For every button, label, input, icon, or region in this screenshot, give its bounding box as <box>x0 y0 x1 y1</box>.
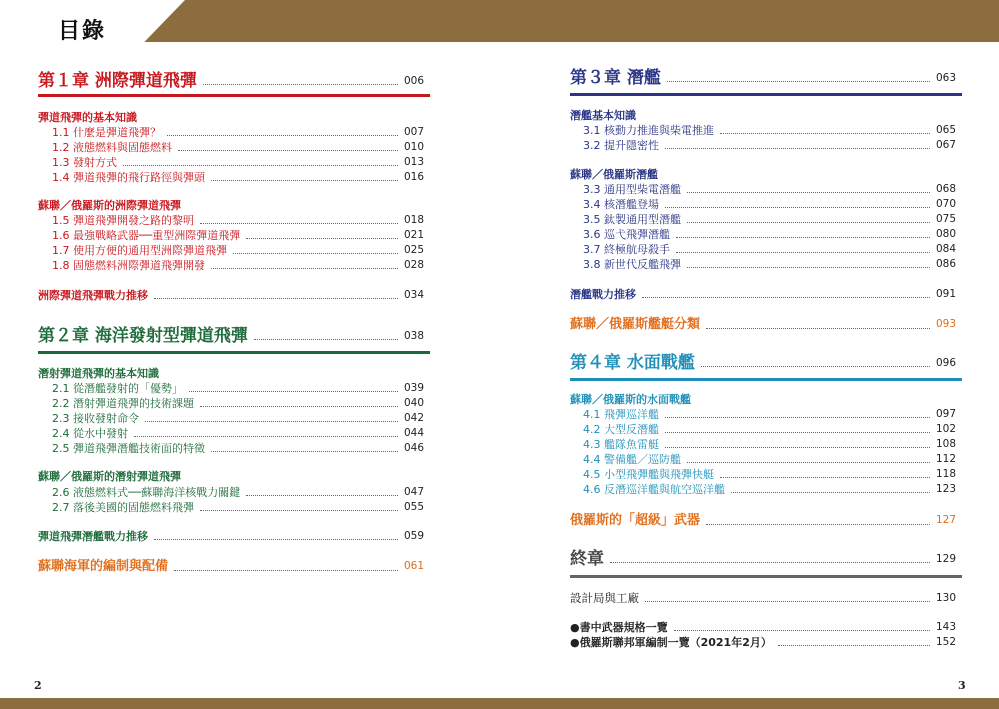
toc-entry-page: 075 <box>935 213 956 225</box>
toc-entry[interactable] <box>583 482 956 496</box>
toc-entry[interactable] <box>583 212 956 226</box>
section-title: 潛艦基本知識 <box>570 109 636 122</box>
toc-entry-page: 091 <box>935 288 956 300</box>
dot-leader <box>676 237 930 238</box>
toc-entry-page: 102 <box>935 423 956 435</box>
dot-leader <box>154 539 398 540</box>
toc-entry[interactable] <box>570 620 956 634</box>
dot-leader <box>645 601 930 602</box>
chapter-3-rule <box>570 93 962 96</box>
dot-leader <box>203 84 398 85</box>
toc-entry-title: 2.1 從潛艦發射的「優勢」 <box>52 382 183 395</box>
toc-entry[interactable] <box>52 228 424 242</box>
dot-leader <box>687 222 930 223</box>
chapter-1-title: 第１章 洲際彈道飛彈 <box>38 71 197 91</box>
toc-entry-page: 025 <box>403 244 424 256</box>
toc-entry[interactable] <box>583 227 956 241</box>
dot-leader <box>665 447 930 448</box>
dot-leader <box>720 133 930 134</box>
toc-entry-page: 097 <box>935 408 956 420</box>
chapter-4-title: 第４章 水面戰艦 <box>570 353 695 373</box>
page-title: 目錄 <box>58 19 107 44</box>
toc-entry-title: 4.1 飛彈巡洋艦 <box>583 408 659 421</box>
toc-entry-title: 3.7 終極航母殺手 <box>583 243 670 256</box>
toc-entry[interactable] <box>52 485 424 499</box>
toc-entry-title: 2.2 潛射彈道飛彈的技術課題 <box>52 397 194 410</box>
toc-entry-title: 2.3 接收發射命令 <box>52 412 139 425</box>
chapter-1-entry[interactable] <box>38 70 424 92</box>
final-chapter-page: 129 <box>935 553 956 565</box>
final-chapter-title: 終章 <box>570 549 604 569</box>
toc-entry-title: 彈道飛彈潛艦戰力推移 <box>38 530 148 543</box>
dot-leader <box>676 252 930 253</box>
dot-leader <box>778 645 930 646</box>
section-title: 蘇聯／俄羅斯潛艦 <box>570 168 658 181</box>
toc-entry[interactable] <box>52 411 424 425</box>
toc-entry[interactable] <box>52 170 424 184</box>
toc-entry-page: 084 <box>935 243 956 255</box>
chapter-4-entry[interactable] <box>570 352 956 374</box>
section-title: 蘇聯／俄羅斯的水面戰艦 <box>570 393 691 406</box>
toc-entry-title: 2.6 液態燃料式──蘇聯海洋核戰力關鍵 <box>52 486 241 499</box>
toc-entry[interactable] <box>583 182 956 196</box>
toc-entry-page: 065 <box>935 124 956 136</box>
toc-entry-title: 設計局與工廠 <box>570 591 639 605</box>
toc-entry-title: 1.3 發射方式 <box>52 156 117 169</box>
page-number-left: 2 <box>34 679 42 692</box>
toc-entry[interactable] <box>583 123 956 137</box>
toc-entry-title: 3.1 核動力推進與柴電推進 <box>583 124 714 137</box>
toc-entry-page: 034 <box>403 289 424 301</box>
dot-leader <box>687 462 930 463</box>
toc-entry-title: 潛艦戰力推移 <box>570 288 636 301</box>
dot-leader <box>145 421 398 422</box>
section-title: 潛射彈道飛彈的基本知識 <box>38 367 159 380</box>
toc-entry-title: 1.2 液態燃料與固態燃料 <box>52 141 172 154</box>
chapter-2-entry[interactable] <box>38 325 424 347</box>
toc-entry-page: 118 <box>935 468 956 480</box>
toc-entry-page: 130 <box>935 592 956 604</box>
toc-entry[interactable] <box>570 591 956 605</box>
toc-entry[interactable] <box>52 213 424 227</box>
toc-entry-page: 055 <box>403 501 424 513</box>
toc-entry[interactable] <box>583 422 956 436</box>
dot-leader <box>665 417 930 418</box>
toc-entry-title: 2.5 彈道飛彈潛艦技術面的特徵 <box>52 442 205 455</box>
dot-leader <box>706 328 930 329</box>
chapter-3-page: 063 <box>935 72 956 84</box>
chapter-1-page: 006 <box>403 75 424 87</box>
dot-leader <box>674 630 930 631</box>
chapter-3-title: 第３章 潛艦 <box>570 68 661 88</box>
dot-leader <box>687 192 930 193</box>
toc-entry-page: 018 <box>403 214 424 226</box>
toc-entry-page: 059 <box>403 530 424 542</box>
toc-entry-page: 093 <box>935 318 956 330</box>
section-title: 蘇聯／俄羅斯的洲際彈道飛彈 <box>38 199 181 212</box>
chapter-4-rule <box>570 378 962 381</box>
chapter-3-entry[interactable] <box>570 67 956 89</box>
dot-leader <box>246 238 398 239</box>
section-title: 蘇聯／俄羅斯的潛射彈道飛彈 <box>38 470 181 483</box>
toc-entry-page: 047 <box>403 486 424 498</box>
toc-entry-title: 4.6 反潛巡洋艦與航空巡洋艦 <box>583 483 725 496</box>
toc-entry-page: 127 <box>935 514 956 526</box>
toc-entry[interactable] <box>52 258 424 272</box>
dot-leader <box>665 432 930 433</box>
toc-entry[interactable] <box>583 242 956 256</box>
toc-entry-title: 3.2 提升隱密性 <box>583 139 659 152</box>
toc-entry-page: 016 <box>403 171 424 183</box>
page-number-right: 3 <box>958 679 966 692</box>
toc-entry[interactable] <box>583 257 956 271</box>
toc-entry-title: 1.5 彈道飛彈開發之路的黎明 <box>52 214 194 227</box>
chapter-2-title: 第２章 海洋發射型彈道飛彈 <box>38 326 248 346</box>
footer-band <box>0 698 999 709</box>
toc-entry-title: 1.6 最強戰略武器──重型洲際彈道飛彈 <box>52 229 241 242</box>
dot-leader <box>211 451 398 452</box>
dot-leader <box>701 366 930 367</box>
toc-entry-page: 007 <box>403 126 424 138</box>
toc-entry[interactable] <box>583 437 956 451</box>
toc-entry-title: 4.5 小型飛彈艦與飛彈快艇 <box>583 468 714 481</box>
dot-leader <box>200 406 398 407</box>
toc-entry-title: 4.3 艦隊魚雷艇 <box>583 438 659 451</box>
dot-leader <box>642 297 930 298</box>
toc-entry[interactable] <box>52 381 424 395</box>
toc-entry-page: 042 <box>403 412 424 424</box>
toc-entry-page: 112 <box>935 453 956 465</box>
chapter-2-page: 038 <box>403 330 424 342</box>
toc-entry[interactable] <box>52 500 424 514</box>
toc-entry-title: 1.8 固態燃料洲際彈道飛彈開發 <box>52 259 205 272</box>
dot-leader <box>233 253 398 254</box>
toc-entry-title: 2.7 落後美國的固態燃料飛彈 <box>52 501 194 514</box>
toc-entry-title: 蘇聯／俄羅斯艦艇分類 <box>570 317 701 332</box>
toc-entry[interactable] <box>52 441 424 455</box>
toc-entry-title: 蘇聯海軍的編制與配備 <box>38 559 169 574</box>
toc-entry-title: ●書中武器規格一覽 <box>570 621 668 634</box>
toc-entry-title: 3.8 新世代反艦飛彈 <box>583 258 681 271</box>
toc-entry[interactable] <box>570 635 956 649</box>
section-title: 彈道飛彈的基本知識 <box>38 111 137 124</box>
toc-entry-title: 4.4 警備艦／巡防艦 <box>583 453 681 466</box>
toc-entry-page: 040 <box>403 397 424 409</box>
toc-entry[interactable] <box>52 396 424 410</box>
dot-leader <box>167 135 398 136</box>
toc-entry-page: 123 <box>935 483 956 495</box>
toc-entry-page: 070 <box>935 198 956 210</box>
toc-entry[interactable] <box>38 288 424 302</box>
toc-entry-page: 152 <box>935 636 956 648</box>
toc-entry-title: 4.2 大型反潛艦 <box>583 423 659 436</box>
toc-entry[interactable] <box>583 407 956 421</box>
dot-leader <box>246 495 398 496</box>
toc-entry-title: 3.4 核潛艦登場 <box>583 198 659 211</box>
toc-entry-title: 1.4 彈道飛彈的飛行路徑與彈頭 <box>52 171 205 184</box>
dot-leader <box>189 391 398 392</box>
toc-entry[interactable] <box>38 558 424 574</box>
toc-entry-title: 3.6 巡弋飛彈潛艦 <box>583 228 670 241</box>
toc-entry[interactable] <box>52 243 424 257</box>
dot-leader <box>665 207 930 208</box>
dot-leader <box>720 477 930 478</box>
toc-entry-title: 2.4 從水中發射 <box>52 427 128 440</box>
toc-entry-page: 044 <box>403 427 424 439</box>
toc-entry-title: 1.7 使用方便的通用型洲際彈道飛彈 <box>52 244 227 257</box>
toc-entry-page: 143 <box>935 621 956 633</box>
toc-entry[interactable] <box>583 138 956 152</box>
toc-entry[interactable] <box>52 155 424 169</box>
toc-entry-title: 3.5 鈦製通用型潛艦 <box>583 213 681 226</box>
toc-entry-page: 108 <box>935 438 956 450</box>
toc-entry[interactable] <box>583 452 956 466</box>
dot-leader <box>667 81 930 82</box>
dot-leader <box>731 492 930 493</box>
final-chapter-entry[interactable] <box>570 548 956 570</box>
toc-entry[interactable] <box>52 140 424 154</box>
toc-entry-title: 洲際彈道飛彈戰力推移 <box>38 289 148 302</box>
toc-entry-page: 067 <box>935 139 956 151</box>
toc-entry-page: 028 <box>403 259 424 271</box>
toc-entry-title: 1.1 什麼是彈道飛彈？ <box>52 126 161 139</box>
toc-entry-title: 俄羅斯的「超級」武器 <box>570 513 701 528</box>
dot-leader <box>123 165 398 166</box>
toc-entry-page: 086 <box>935 258 956 270</box>
dot-leader <box>610 562 930 563</box>
dot-leader <box>178 150 398 151</box>
dot-leader <box>706 524 930 525</box>
dot-leader <box>254 339 398 340</box>
dot-leader <box>211 180 398 181</box>
toc-entry-title: 3.3 通用型柴電潛艦 <box>583 183 681 196</box>
toc-entry[interactable] <box>583 467 956 481</box>
final-chapter-rule <box>570 575 962 578</box>
dot-leader <box>200 510 398 511</box>
toc-entry[interactable] <box>52 426 424 440</box>
chapter-1-rule <box>38 94 430 97</box>
toc-entry-page: 046 <box>403 442 424 454</box>
toc-entry-page: 061 <box>403 560 424 572</box>
toc-entry[interactable] <box>38 529 424 543</box>
toc-entry-page: 013 <box>403 156 424 168</box>
dot-leader <box>687 267 930 268</box>
toc-entry[interactable] <box>570 287 956 301</box>
toc-entry-page: 021 <box>403 229 424 241</box>
dot-leader <box>174 570 398 571</box>
dot-leader <box>200 223 398 224</box>
toc-entry[interactable] <box>583 197 956 211</box>
toc-entry[interactable] <box>570 316 956 332</box>
chapter-4-page: 096 <box>935 357 956 369</box>
toc-entry-page: 080 <box>935 228 956 240</box>
dot-leader <box>211 268 398 269</box>
toc-entry-title: ●俄羅斯聯邦軍編制一覽（2021年2月） <box>570 636 772 649</box>
dot-leader <box>134 436 398 437</box>
toc-entry-page: 010 <box>403 141 424 153</box>
dot-leader <box>665 148 930 149</box>
toc-entry[interactable] <box>52 125 424 139</box>
chapter-2-rule <box>38 351 430 354</box>
toc-entry[interactable] <box>570 512 956 528</box>
toc-entry-page: 039 <box>403 382 424 394</box>
toc-entry-page: 068 <box>935 183 956 195</box>
dot-leader <box>154 298 398 299</box>
